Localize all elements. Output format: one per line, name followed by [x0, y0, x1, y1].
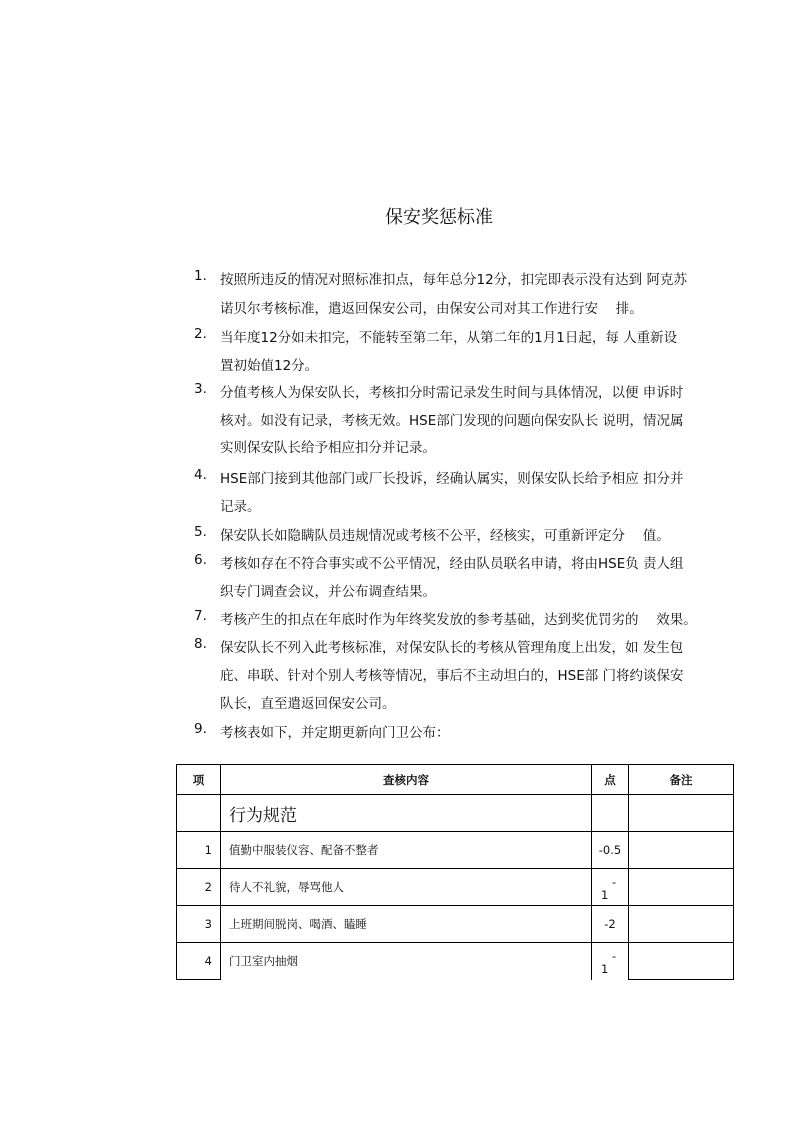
row-content: 上班期间脱岗、喝酒、瞌睡 [221, 906, 592, 943]
table-row [177, 832, 734, 869]
rule-number: 2. [194, 326, 207, 342]
header-points: 点 [592, 765, 629, 795]
row-note [629, 906, 734, 943]
rule-line: 诺贝尔考核标准，遣返回保安公司，由保安公司对其工作进行安 排。 [220, 301, 643, 317]
rule-number: 6. [194, 552, 207, 568]
header-note: 备注 [629, 765, 734, 795]
table-row [177, 906, 734, 943]
section-row [177, 795, 734, 832]
rule-line: 考核产生的扣点在年底时作为年终奖发放的参考基础，达到奖优罚劣的 效果。 [220, 612, 697, 628]
rule-number: 9. [194, 721, 207, 737]
rule-line: 实则保安队长给予相应扣分并记录。 [220, 440, 436, 456]
table-row [177, 869, 734, 906]
assessment-table [176, 764, 734, 980]
rule-number: 7. [194, 608, 207, 624]
rule-line: HSE部门接到其他部门或厂长投诉，经确认属实，则保安队长给予相应 扣分并 [220, 471, 684, 487]
section-note-cell [629, 795, 734, 832]
section-label-cell [221, 795, 592, 832]
row-note [629, 869, 734, 906]
points-value: 1 [601, 962, 609, 976]
row-note [629, 832, 734, 869]
row-points: -2 [592, 906, 629, 943]
row-index: 3 [177, 906, 221, 943]
points-dash: - [612, 949, 617, 963]
table-row [177, 943, 734, 980]
rule-line: 队长，直至遣返回保安公司。 [220, 696, 396, 712]
rule-number: 1. [194, 268, 207, 284]
row-content: 门卫室内抽烟 [221, 943, 592, 980]
rule-line: 分值考核人为保安队长，考核扣分时需记录发生时间与具体情况，以便 申诉时 [220, 385, 684, 401]
rule-line: 保安队长如隐瞒队员违规情况或考核不公平，经核实，可重新评定分 值。 [220, 528, 670, 544]
rule-line: 当年度12分如未扣完，不能转至第二年，从第二年的1月1日起，每 人重新设 [220, 330, 678, 346]
rule-line: 庇、串联、针对个别人考核等情况，事后不主动坦白的，HSE部 门将约谈保安 [220, 668, 684, 684]
section-index-cell [177, 795, 221, 832]
rule-number: 4. [194, 467, 207, 483]
section-points-cell [592, 795, 629, 832]
document-title-text: 保安奖惩标准 [385, 207, 493, 228]
rule-line: 考核如存在不符合事实或不公平情况，经由队员联名申请，将由HSE负 责人组 [220, 556, 684, 572]
row-index: 4 [177, 943, 221, 980]
points-dash: - [612, 875, 617, 889]
rule-line: 记录。 [220, 499, 261, 515]
header-index: 项 [177, 765, 221, 795]
row-content: 待人不礼貌，辱骂他人 [221, 869, 592, 906]
rule-number: 5. [194, 524, 207, 540]
points-value: 1 [601, 888, 609, 902]
row-note [629, 943, 734, 980]
rule-line: 按照所违反的情况对照标准扣点，每年总分12分，扣完即表示没有达到 阿克苏 [220, 272, 687, 288]
row-points [592, 943, 629, 980]
table-header-row [177, 765, 734, 795]
header-content: 查核内容 [221, 765, 592, 795]
rule-line: 置初始值12分。 [220, 358, 319, 374]
rule-line: 保安队长不列入此考核标准，对保安队长的考核从管理角度上出发，如 发生包 [220, 640, 684, 656]
row-content: 值勤中服装仪容、配备不整者 [221, 832, 592, 869]
row-index: 1 [177, 832, 221, 869]
row-points [592, 869, 629, 906]
rule-line: 核对。如没有记录，考核无效。HSE部门发现的问题向保安队长 说明，情况属 [220, 413, 684, 429]
rule-line: 考核表如下，并定期更新向门卫公布： [220, 725, 450, 741]
rule-number: 3. [194, 381, 207, 397]
row-points: -0.5 [592, 832, 629, 869]
row-index: 2 [177, 869, 221, 906]
rule-line: 织专门调查会议，并公布调查结果。 [220, 584, 436, 600]
rule-number: 8. [194, 636, 207, 652]
section-label: 行为规范 [229, 805, 297, 826]
